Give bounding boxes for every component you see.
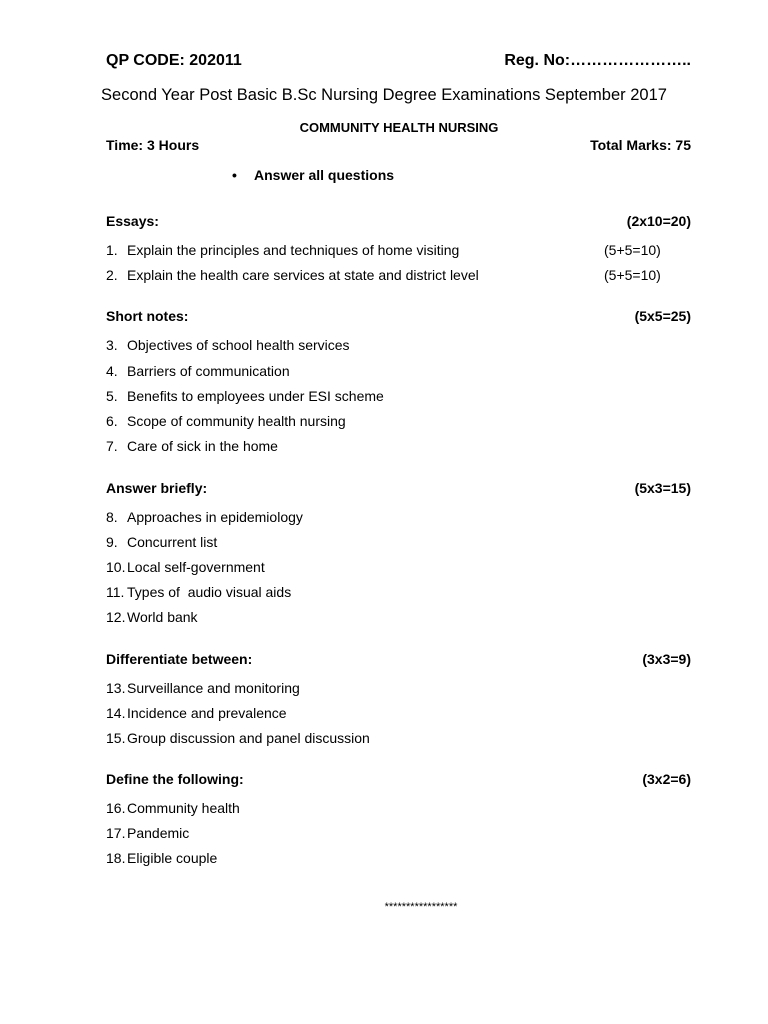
section-title-short-notes: Short notes: <box>106 308 189 324</box>
question-item <box>106 363 290 379</box>
question-marks: (5+5=10) <box>604 242 661 258</box>
subject-title: COMMUNITY HEALTH NURSING <box>299 120 499 135</box>
section-marks-define: (3x2=6) <box>642 771 691 787</box>
question-text: Barriers of communication <box>127 363 290 379</box>
question-text: Community health <box>127 800 240 816</box>
section-marks-differentiate: (3x3=9) <box>642 651 691 667</box>
question-number: 3. <box>106 337 118 353</box>
question-text: Explain the principles and techniques of home visiting <box>127 242 460 258</box>
question-item <box>106 559 265 575</box>
question-number: 8. <box>106 509 118 525</box>
question-text: Scope of community health nursing <box>127 413 346 429</box>
question-number: 15. <box>106 730 126 746</box>
end-of-paper-marker: ***************** <box>384 901 458 913</box>
question-item <box>106 584 291 600</box>
section-marks-answer-briefly: (5x3=15) <box>634 480 691 496</box>
question-number: 12. <box>106 609 126 625</box>
question-text: Approaches in epidemiology <box>127 509 303 525</box>
question-text: Group discussion and panel discussion <box>127 730 370 746</box>
question-text: Incidence and prevalence <box>127 705 287 721</box>
question-marks: (5+5=10) <box>604 267 661 283</box>
question-text: Pandemic <box>127 825 190 841</box>
question-text: Benefits to employees under ESI scheme <box>127 388 384 404</box>
question-text: Types of audio visual aids <box>127 584 292 600</box>
question-number: 9. <box>106 534 118 550</box>
section-title-answer-briefly: Answer briefly: <box>106 480 208 496</box>
question-number: 16. <box>106 800 126 816</box>
question-number: 1. <box>106 242 118 258</box>
question-number: 18. <box>106 850 126 866</box>
section-title-define: Define the following: <box>106 771 244 787</box>
question-item <box>106 267 479 283</box>
question-text: Local self-government <box>127 559 265 575</box>
question-item <box>106 388 384 404</box>
question-number: 4. <box>106 363 118 379</box>
bullet-icon: • <box>232 167 237 183</box>
question-number: 14. <box>106 705 126 721</box>
question-text: Concurrent list <box>127 534 218 550</box>
question-item <box>106 534 217 550</box>
question-item <box>106 730 370 746</box>
exam-title: Second Year Post Basic B.Sc Nursing Degree Examinations September 2017 <box>101 86 667 104</box>
section-title-differentiate: Differentiate between: <box>106 651 253 667</box>
question-number: 10. <box>106 559 126 575</box>
question-item <box>106 242 459 258</box>
question-text: Objectives of school health services <box>127 337 350 353</box>
question-text: Care of sick in the home <box>127 438 278 454</box>
registration-number: Reg. No:………………….. <box>504 52 691 69</box>
question-item <box>106 680 300 696</box>
exam-duration: Time: 3 Hours <box>106 137 200 153</box>
section-marks-short-notes: (5x5=25) <box>634 308 691 324</box>
question-item <box>106 800 240 816</box>
question-number: 13. <box>106 680 126 696</box>
section-title-essays: Essays: <box>106 213 159 229</box>
question-text: Explain the health care services at state and district level <box>127 267 479 283</box>
question-number: 5. <box>106 388 118 404</box>
question-item <box>106 509 303 525</box>
question-text: Surveillance and monitoring <box>127 680 300 696</box>
question-item <box>106 850 217 866</box>
question-text: World bank <box>127 609 198 625</box>
question-item <box>106 609 198 625</box>
question-item <box>106 413 346 429</box>
total-marks: Total Marks: 75 <box>590 137 691 153</box>
question-number: 17. <box>106 825 126 841</box>
question-number: 6. <box>106 413 118 429</box>
qp-code: QP CODE: 202011 <box>106 52 242 69</box>
instruction <box>232 167 394 183</box>
question-item <box>106 825 189 841</box>
question-number: 11. <box>106 584 125 600</box>
section-marks-essays: (2x10=20) <box>626 213 691 229</box>
question-text: Eligible couple <box>127 850 218 866</box>
question-item <box>106 337 350 353</box>
question-item <box>106 705 287 721</box>
question-item <box>106 438 278 454</box>
instruction-text: Answer all questions <box>254 167 395 183</box>
question-number: 2. <box>106 267 118 283</box>
question-number: 7. <box>106 438 118 454</box>
